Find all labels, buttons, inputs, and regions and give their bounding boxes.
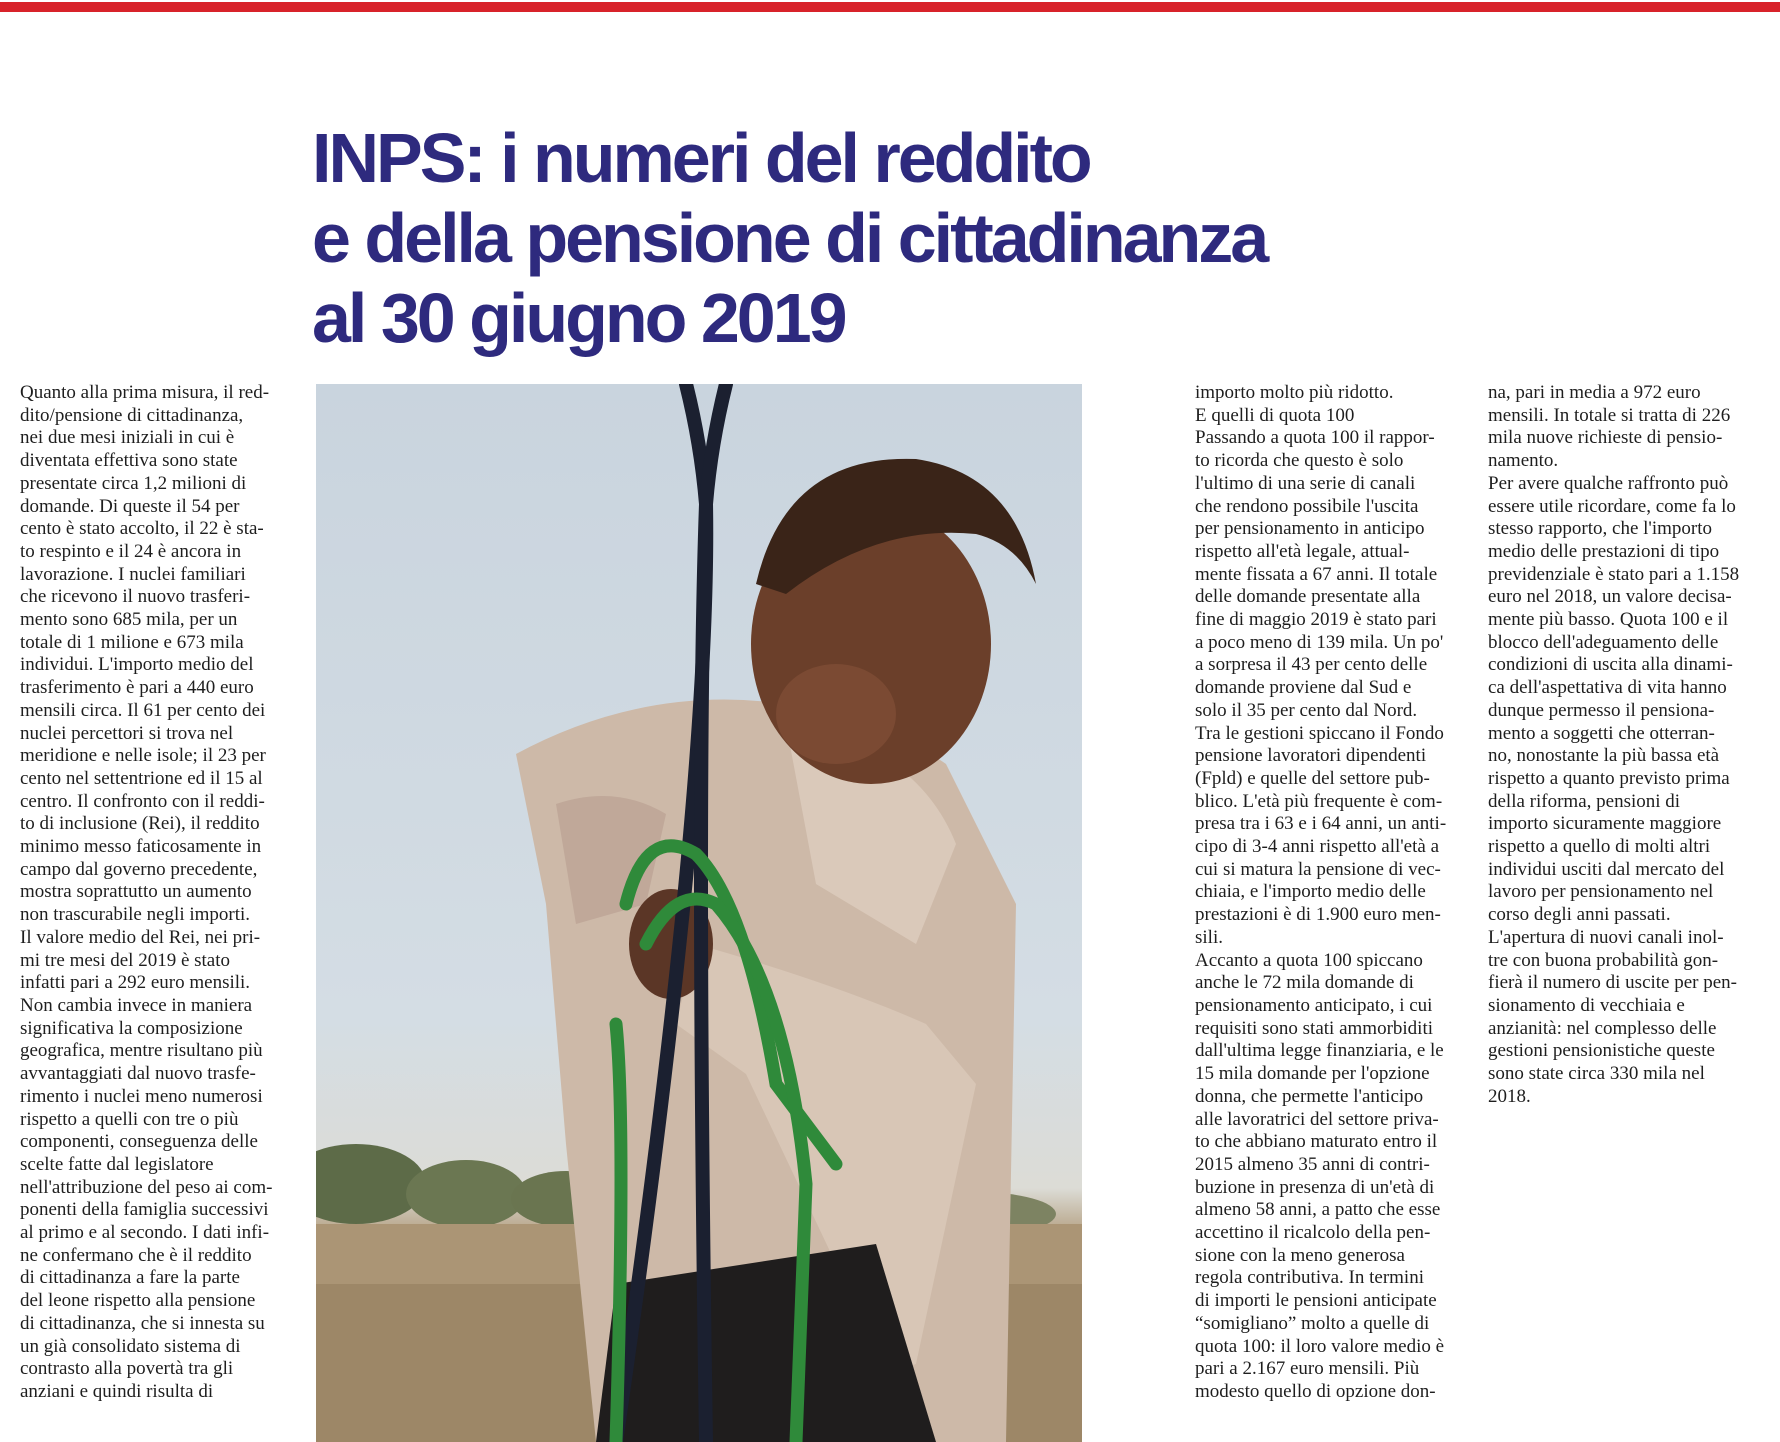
body-text-line: mento sono 685 mila, per un [20, 609, 238, 631]
body-text-line: chiaia, e l'importo medio delle [1195, 881, 1426, 903]
body-text-line: contrasto alla povertà tra gli [20, 1358, 234, 1380]
body-text-line: ne confermano che è il reddito [20, 1244, 252, 1266]
body-text-line: Per avere qualche raffronto può [1488, 472, 1729, 494]
body-text-line: un già consolidato sistema di [20, 1335, 241, 1357]
body-text-line: mente fissata a 67 anni. Il totale [1195, 563, 1438, 585]
body-text-line: anziani e quindi risulta di [20, 1380, 214, 1402]
body-text-line: campo dal governo precedente, [20, 858, 258, 880]
body-text-line: mila nuove richieste di pensio- [1488, 427, 1723, 449]
body-text-line: dito/pensione di cittadinanza, [20, 404, 244, 426]
body-text-line: to ricorda che questo è solo [1195, 450, 1404, 472]
body-text-line: cento è stato accolto, il 22 è sta- [20, 518, 264, 540]
body-text-line: diventata effettiva sono state [20, 450, 238, 472]
body-text-line: sili. [1195, 926, 1223, 948]
body-text-line: Quanto alla prima misura, il red- [20, 382, 270, 403]
body-text-line: ponenti della famiglia successivi [20, 1199, 269, 1221]
body-text-line: medio delle prestazioni di tipo [1488, 540, 1720, 562]
body-text-line: sione con la meno generosa [1195, 1244, 1405, 1266]
body-text-line: cipo di 3-4 anni rispetto all'età a [1195, 836, 1440, 858]
body-text-line: corso degli anni passati. [1488, 904, 1671, 926]
body-text-line: che rendono possibile l'uscita [1195, 495, 1419, 517]
headline-line: e della pensione di cittadinanza [312, 199, 1267, 277]
body-text-line: totale di 1 milione e 673 mila [20, 631, 244, 653]
body-text-line: Il valore medio del Rei, nei pri- [20, 926, 261, 948]
body-text-line: na, pari in media a 972 euro [1488, 382, 1701, 403]
body-text-line: non trascurabile negli importi. [20, 904, 251, 926]
article-column-3 [1488, 382, 1773, 1109]
body-text-line: rispetto a quanto previsto prima [1488, 767, 1730, 789]
body-text-line: mensili circa. Il 61 per cento dei [20, 699, 266, 721]
body-text-line: mi tre mesi del 2019 è stato [20, 949, 231, 971]
body-text-line: al primo e al secondo. I dati infi- [20, 1222, 270, 1244]
body-text-line: nei due mesi iniziali in cui è [20, 427, 235, 449]
body-text-line: della riforma, pensioni di [1488, 790, 1681, 812]
body-text-line: Passando a quota 100 il rappor- [1195, 427, 1435, 449]
body-text-line: a sorpresa il 43 per cento delle [1195, 654, 1428, 676]
body-text-line: regola contributiva. In termini [1195, 1267, 1424, 1289]
body-text-line: rispetto all'età legale, attual- [1195, 540, 1410, 562]
body-text-line: pari a 2.167 euro mensili. Più [1195, 1358, 1420, 1380]
body-text-line: di cittadinanza, che si innesta su [20, 1312, 265, 1334]
headline [312, 118, 1512, 358]
body-text-line: E quelli di quota 100 [1195, 404, 1355, 426]
body-text-line: solo il 35 per cento dal Nord. [1195, 699, 1418, 721]
body-text-line: euro nel 2018, un valore decisa- [1488, 586, 1732, 608]
body-text-line: importo molto più ridotto. [1195, 382, 1394, 403]
body-text-line: trasferimento è pari a 440 euro [20, 677, 254, 699]
body-text-line: rimento i nuclei meno numerosi [20, 1085, 263, 1107]
body-text-line: minimo messo faticosamente in [20, 836, 262, 858]
body-text-line: centro. Il confronto con il reddi- [20, 790, 265, 812]
body-text-line: individui usciti dal mercato del [1488, 858, 1725, 880]
top-red-rule [0, 2, 1780, 12]
body-text-line: cui si matura la pensione di vec- [1195, 858, 1441, 880]
body-text-line: almeno 58 anni, a patto che esse [1195, 1199, 1441, 1221]
body-text-line: “somigliano” molto a quelle di [1195, 1312, 1430, 1334]
body-text-line: di importi le pensioni anticipate [1195, 1290, 1437, 1312]
body-text-line: dunque permesso il pensiona- [1488, 699, 1715, 721]
child-illustration [516, 459, 1036, 1442]
body-text-line: (Fpld) e quelle del settore pub- [1195, 767, 1430, 789]
body-text-line: meridione e nelle isole; il 23 per [20, 745, 266, 767]
body-text-line: geografica, mentre risultano più [20, 1040, 263, 1062]
body-text-line: condizioni di uscita alla dinami- [1488, 654, 1733, 676]
body-text-line: avvantaggiati dal nuovo trasfe- [20, 1063, 256, 1085]
body-text-line: lavorazione. I nuclei familiari [20, 563, 246, 585]
body-text-line: Tra le gestioni spiccano il Fondo [1195, 722, 1444, 744]
body-text-line: presentate circa 1,2 milioni di [20, 472, 247, 494]
body-text-line: pensionamento anticipato, i cui [1195, 994, 1433, 1016]
body-text-line: anche le 72 mila domande di [1195, 972, 1414, 994]
body-text-line: blocco dell'adeguamento delle [1488, 631, 1719, 653]
body-text-line: buzione in presenza di un'età di [1195, 1176, 1435, 1198]
body-text-line: accettino il ricalcolo della pen- [1195, 1222, 1431, 1244]
body-text-line: individui. L'importo medio del [20, 654, 254, 676]
body-text-line: gestioni pensionistiche queste [1488, 1040, 1715, 1062]
body-text-line: nell'attribuzione del peso ai com- [20, 1176, 273, 1198]
body-text-line: L'apertura di nuovi canali inol- [1488, 926, 1724, 948]
article-column-1 [20, 382, 312, 1404]
body-text-line: ca dell'aspettativa di vita hanno [1488, 677, 1727, 699]
headline-line: INPS: i numeri del reddito [312, 119, 1090, 197]
body-text-line: fierà il numero di uscite per pen- [1488, 972, 1738, 994]
body-text-line: rispetto a quelli con tre o più [20, 1108, 239, 1130]
body-text-line: no, nonostante la più bassa età [1488, 745, 1720, 767]
body-text-line: donna, che permette l'anticipo [1195, 1085, 1424, 1107]
body-text-line: anzianità: nel complesso delle [1488, 1017, 1717, 1039]
body-text-line: Accanto a quota 100 spiccano [1195, 949, 1423, 971]
body-text-line: prestazioni è di 1.900 euro men- [1195, 904, 1441, 926]
article-column-2 [1195, 382, 1480, 1404]
body-text-line: dall'ultima legge finanziaria, e le [1195, 1040, 1444, 1062]
body-text-line: fine di maggio 2019 è stato pari [1195, 609, 1437, 631]
body-text-line: del leone rispetto alla pensione [20, 1290, 256, 1312]
body-text-line: sionamento di vecchiaia e [1488, 994, 1685, 1016]
body-text-line: Non cambia invece in maniera [20, 994, 253, 1016]
body-text-line: essere utile ricordare, come fa lo [1488, 495, 1736, 517]
body-text-line: namento. [1488, 450, 1559, 472]
body-text-line: mensili. In totale si tratta di 226 [1488, 404, 1731, 426]
body-text-line: lavoro per pensionamento nel [1488, 881, 1714, 903]
body-text-line: pensione lavoratori dipendenti [1195, 745, 1427, 767]
body-text-line: infatti pari a 292 euro mensili. [20, 972, 251, 994]
body-text-line: previdenziale è stato pari a 1.158 [1488, 563, 1740, 585]
body-text-line: 2015 almeno 35 anni di contri- [1195, 1153, 1430, 1175]
headline-line: al 30 giugno 2019 [312, 279, 845, 357]
body-text-line: significativa la composizione [20, 1017, 243, 1039]
article-photo [316, 384, 1082, 1442]
body-text-line: cento nel settentrione ed il 15 al [20, 767, 263, 789]
body-text-line: mento a soggetti che otterran- [1488, 722, 1715, 744]
body-text-line: alle lavoratrici del settore priva- [1195, 1108, 1439, 1130]
body-text-line: mostra soprattutto un aumento [20, 881, 252, 903]
body-text-line: sono state circa 330 mila nel [1488, 1063, 1705, 1085]
body-text-line: to che abbiano maturato entro il [1195, 1131, 1438, 1153]
body-text-line: domande. Di queste il 54 per [20, 495, 240, 517]
body-text-line: rispetto a quello di molti altri [1488, 836, 1711, 858]
body-text-line: componenti, conseguenza delle [20, 1131, 258, 1153]
body-text-line: to di inclusione (Rei), il reddito [20, 813, 260, 835]
body-text-line: nuclei percettori si trova nel [20, 722, 234, 744]
body-text-line: che ricevono il nuovo trasferi- [20, 586, 251, 608]
body-text-line: scelte fatte dal legislatore [20, 1153, 214, 1175]
body-text-line: presa tra i 63 e i 64 anni, un anti- [1195, 813, 1447, 835]
body-text-line: 2018. [1488, 1085, 1531, 1107]
body-text-line: importo sicuramente maggiore [1488, 813, 1722, 835]
body-text-line: di cittadinanza a fare la parte [20, 1267, 240, 1289]
body-text-line: blico. L'età più frequente è com- [1195, 790, 1443, 812]
body-text-line: domande proviene dal Sud e [1195, 677, 1412, 699]
body-text-line: l'ultimo di una serie di canali [1195, 472, 1416, 494]
body-text-line: stesso rapporto, che l'importo [1488, 518, 1712, 540]
body-text-line: per pensionamento in anticipo [1195, 518, 1425, 540]
body-text-line: requisiti sono stati ammorbiditi [1195, 1017, 1434, 1039]
body-text-line: modesto quello di opzione don- [1195, 1380, 1436, 1402]
body-text-line: delle domande presentate alla [1195, 586, 1421, 608]
body-text-line: to respinto e il 24 è ancora in [20, 540, 242, 562]
body-text-line: a poco meno di 139 mila. Un po' [1195, 631, 1444, 653]
body-text-line: tre con buona probabilità gon- [1488, 949, 1719, 971]
body-text-line: mente più basso. Quota 100 e il [1488, 609, 1729, 631]
body-text-line: quota 100: il loro valore medio è [1195, 1335, 1445, 1357]
body-text-line: 15 mila domande per l'opzione [1195, 1063, 1430, 1085]
